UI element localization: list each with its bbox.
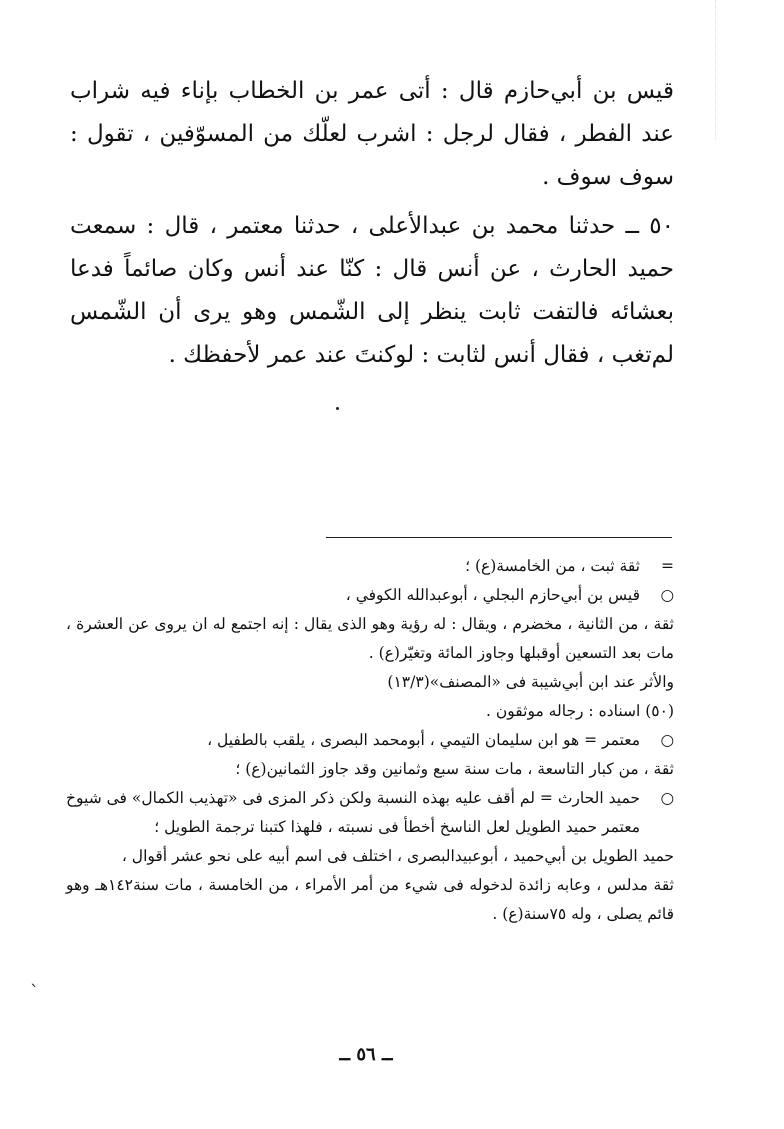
scan-edge-artifact: [715, 0, 784, 140]
stray-dot: [336, 407, 339, 410]
bullet-circle-icon: ○: [660, 731, 674, 749]
footnote-1: [66, 552, 674, 581]
main-paragraph-2: ٥٠ ــ حدثنا محمد بن عبدالأعلى ، حدثنا معتمر ، قال : سمعت حميد الحارث ، عن أنس قال : كنّا عند أنس وكان صائماً فدعا بعشائه فالتفت ثابت ينظر إلى الشّمس وهو يرى أن الشّمس لم‌تغب ، فقال أنس لثابت : لوكنتَ عند عمر لأحفظك .: [70, 213, 674, 368]
footnote-line: ثقة ، من الثانية ، مخضرم ، ويقال : له رؤية وهو الذى يقال : إنه اجتمع له ان يروى عن العشرة ، مات بعد التسعين أوقبلها وجاوز المائة وتغيّر(ع) .: [66, 615, 674, 662]
margin-tick-mark: ˋ: [30, 982, 39, 1003]
footnote-line: ثقة مدلس ، وعابه زائدة لدخوله فى شيء من أمر الأمراء ، من الخامسة ، مات سنة١٤٢هـ وهو قائم يصلى ، وله ٧٥سنة(ع) .: [66, 876, 674, 923]
footnote-separator: [326, 537, 672, 538]
page-number: ــ ٥٦ ــ: [339, 1044, 393, 1065]
main-text: [70, 70, 674, 377]
footnote-line: حميد الطويل بن أبي‌حميد ، أبوعبيدالبصرى ، اختلف فى اسم أبيه على نحو عشر أقوال ،: [121, 847, 674, 865]
footnote-line: والأثر عند ابن أبي‌شيبة فى «المصنف»(١٣/٣): [387, 673, 674, 691]
footnote-2: [66, 581, 674, 610]
footnote-5-continuation: [66, 842, 674, 929]
main-paragraph-1: قيس بن أبي‌حازم قال : أتى عمر بن الخطاب بإناء فيه شراب عند الفطر ، فقال لرجل : اشرب لعلّك من المسوّفين ، تقول : سوف سوف .: [70, 78, 674, 190]
footnote-line: قيس بن أبي‌حازم البجلي ، أبوعبدالله الكوفي ،: [345, 586, 640, 604]
bullet-circle-icon: ○: [660, 789, 674, 807]
footnote-line: معتمر = هو ابن سليمان التيمي ، أبومحمد البصرى ، يلقب بالطفيل ،: [207, 731, 640, 749]
footnote-text: ثقة ثبت ، من الخامسة(ع) ؛: [465, 557, 640, 575]
footnote-text: (٥٠) اسناده : رجاله موثقون .: [486, 702, 674, 720]
footnote-5: [66, 784, 674, 842]
footnote-line: حميد الحارث = لم أقف عليه بهذه النسبة ولكن ذكر المزى فى «تهذيب الكمال» فى شيوخ معتمر حميد الطويل لعل الناسخ أخطأ فى نسبته ، فلهذا كتبنا ترجمة الطويل ؛: [66, 789, 640, 836]
footnote-3: [66, 697, 674, 726]
footnote-4-continuation: [66, 755, 674, 784]
footnote-2-continuation: [66, 610, 674, 697]
continuation-mark: =: [661, 557, 674, 575]
bullet-circle-icon: ○: [660, 586, 674, 604]
footnote-4: [66, 726, 674, 755]
footnotes: [66, 552, 674, 929]
footnote-line: ثقة ، من كبار التاسعة ، مات سنة سبع وثمانين وقد جاوز الثمانين(ع) ؛: [235, 760, 674, 778]
